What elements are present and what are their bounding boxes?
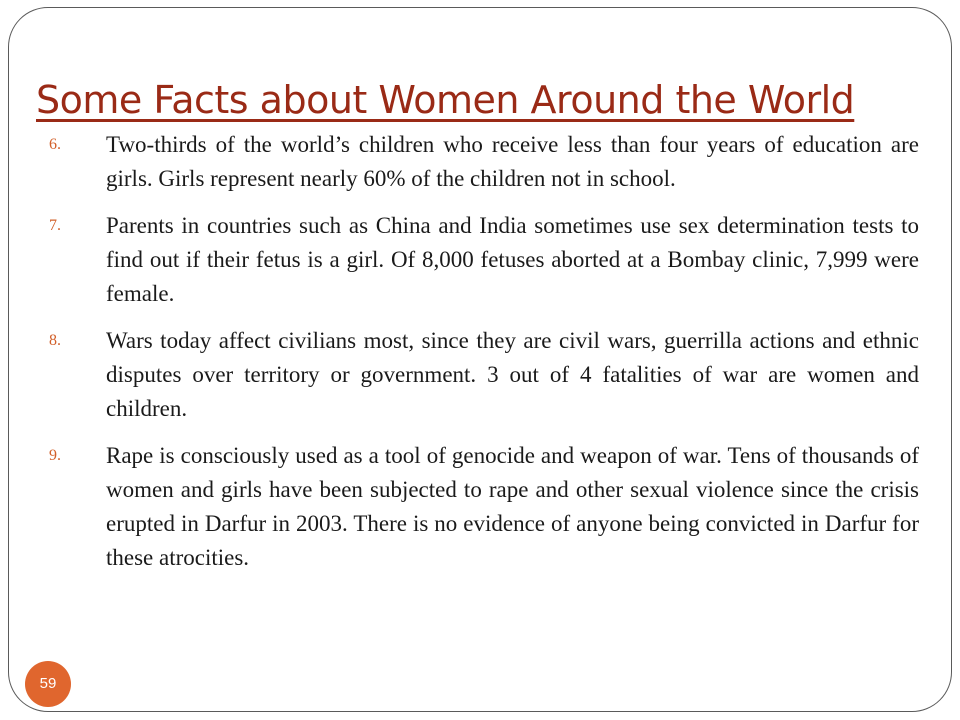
fact-list [49,126,919,586]
fact-text: Parents in countries such as China and India sometimes use sex determination tests to find out if their fetus is a girl. Of 8,000 fetuses aborted at a Bombay clinic, 7,999 were female. [106,213,919,306]
list-item-fact-7 [49,207,919,311]
list-item-fact-6 [49,126,919,196]
list-number: 9. [49,447,61,464]
list-number: 8. [49,332,61,349]
list-number: 6. [49,136,61,153]
list-number: 7. [49,217,61,234]
slide-number-badge: 59 [25,661,71,707]
list-item-fact-8 [49,322,919,426]
fact-text: Two-thirds of the world’s children who receive less than four years of education are girls. Girls represent nearly 60% of the children not in school. [106,132,919,191]
list-item-fact-9 [49,437,919,575]
slide-title: Some Facts about Women Around the World [36,78,855,122]
fact-text: Wars today affect civilians most, since they are civil wars, guerrilla actions and ethnic disputes over territory or government. 3 out of 4 fatalities of war are women and children. [106,328,919,421]
slide-frame [8,7,952,712]
fact-text: Rape is consciously used as a tool of genocide and weapon of war. Tens of thousands of women and girls have been subjected to rape and other sexual violence since the crisis erupted in Darfur in 2003. There is no evidence of anyone being convicted in Darfur for these atrocities. [106,443,919,570]
